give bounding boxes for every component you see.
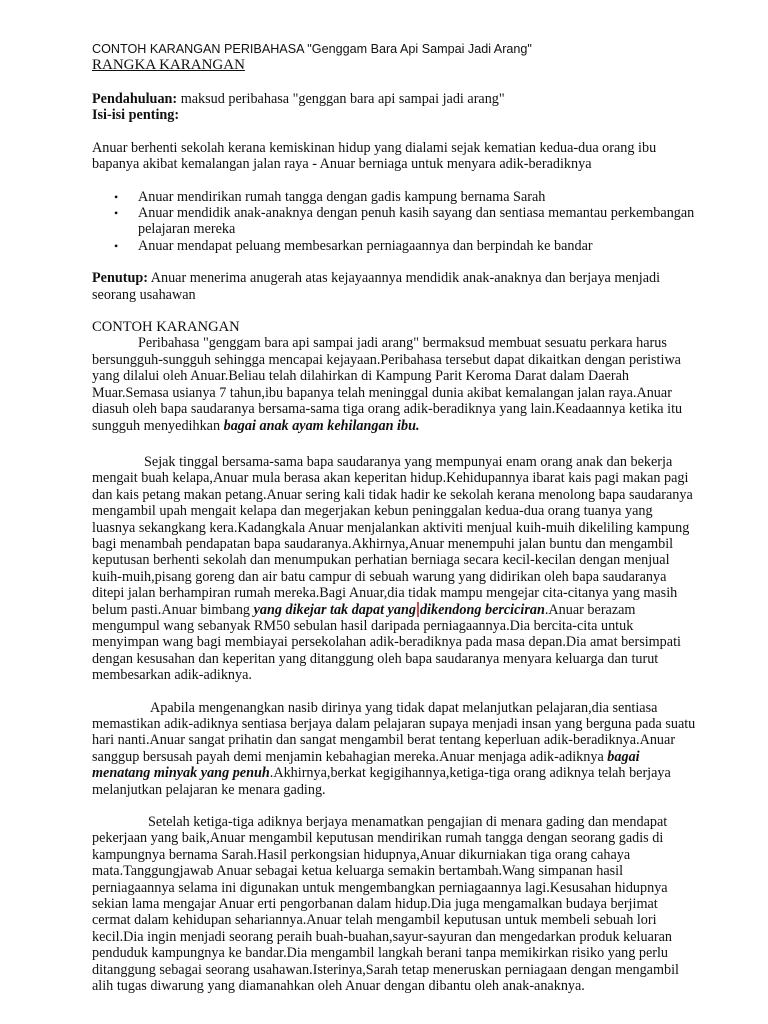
bullet-item: • Anuar mendapat peluang membesarkan perniagaannya dan berpindah ke bandar — [138, 238, 698, 254]
p2-text-2: .Anuar berazam mengumpul wang sebanyak RM50 sebulan hasil daripada perniagaannya.Dia bercita-cita untuk menyimpan wang bagi membiayai persekolahan adik-beradiknya pada masa depan.Dia amat bersimpati dengan kesusahan dan keperitan yang ditanggung oleh bapa saudaranya menyara keluarga dan turut membesarkan adik-adiknya. — [92, 601, 681, 684]
document-top-title: CONTOH KARANGAN PERIBAHASA "Genggam Bara Api Sampai Jadi Arang" — [92, 42, 532, 56]
p2-text: Sejak tinggal bersama-sama bapa saudaranya yang mempunyai enam orang anak dan bekerja mengait buah kelapa,Anuar mula berasa akan keperitan hidup.Kehidupannya ibarat kais pagi makan pagi dan kais petang makan petang.Anuar sering kali tidak hadir ke sekolah kerana menolong bapa saudaranya mengambil upah mengait kelapa dan megerjakan kebun peninggalan kedua-dua orang tuanya yang luasnya sekangkang kera.Kadangkala Anuar menjalankan aktiviti menjual kuih-muih dikeliling kampung bagi menambah pendapatan bapa saudaranya.Akhirnya,Anuar menempuhi jalan buntu dan mengambil keputusan berhenti sekolah dan menumpukan perhatian berniaga secara kecil-kecilan dengan menjual kuih-muih,pisang goreng dan air batu campur di sebuah warung yang didirikan oleh bapa saudaranya ditepi jalan berhampiran rumah mereka.Bagi Anuar,dia tidak mampu mengejar cita-citanya yang masih belum pasti.Anuar bimbang — [92, 453, 693, 618]
bullet-item: • Anuar mendidik anak-anaknya dengan penuh kasih sayang dan sentiasa memantau perkembangan pelajaran mereka — [138, 205, 698, 238]
essay-paragraph-3 — [92, 700, 698, 798]
isi-paragraph: Anuar berhenti sekolah kerana kemiskinan hidup yang dialami sejak kematian kedua-dua orang ibu bapanya akibat kemalangan jalan raya - Anuar berniaga untuk menyara adik-beradiknya — [92, 139, 657, 173]
pendahuluan-label: Pendahuluan: — [92, 91, 178, 107]
pendahuluan-line — [92, 91, 698, 107]
p3-text: Apabila mengenangkan nasib dirinya yang tidak dapat melanjutkan pelajaran,dia sentiasa memastikan adik-adiknya sentiasa berjaya dalam pelajaran supaya menjadi insan yang berguna pada suatu hari nanti.Anuar sangat prihatin dan sangat mengambil berat tentang keperluan adik-beradiknya.Anuar sanggup bersusah payah demi menjamin kebahagian mereka.Anuar menjaga adik-adiknya — [92, 699, 696, 765]
p3-text-2: .Akhirnya,berkat kegigihannya,ketiga-tiga orang adiknya telah berjaya melanjutkan pelajaran ke menara gading. — [92, 765, 671, 798]
bullet-item: • Anuar mendirikan rumah tangga dengan gadis kampung bernama Sarah — [138, 189, 698, 205]
essay-paragraph-4: Setelah ketiga-tiga adiknya berjaya menamatkan pengajian di menara gading dan mendapat pekerjaan yang baik,Anuar mengambil keputusan mendirikan rumah tangga dengan seorang gadis di kampungnya bernama Sarah.Hasil perkongsian hidupnya,Anuar dikurniakan tiga orang cahaya mata.Tanggungjawab Anuar sebagai ketua keluarga semakin bertambah.Wang simpanan hasil perniagaannya selama ini digunakan untuk mengembangkan perniagaannya lagi.Kesusahan hidupnya sekian lama mengajar Anuar erti pengorbanan dalam hidup.Dia juga mengamalkan budaya berjimat cermat dalam kehidupan sehariannya.Anuar telah mengambil keputusan untuk membeli sebuah lori kecil.Dia ingin menjadi seorang peraih buah-buahan,sayur-sayuran dan mengedarkan produk keluaran penduduk kampungnya ke bandar.Dia mengambil langkah berani tanpa memikirkan risiko yang perlu ditanggung sebagai seorang usahawan.Isterinya,Sarah tetap meneruskan perniagaan dengan mengambil alih tugas diwarung yang diamanahkan oleh Anuar dengan dibantu oleh anak-anaknya. — [92, 814, 679, 995]
isi-bullet-list — [92, 189, 698, 255]
p1-text: Peribahasa "genggam bara api sampai jadi arang" bermaksud membuat sesuatu perkara harus bersungguh-sungguh sehingga mencapai kejayaan.Peribahasa tersebut dapat dikaitkan dengan peristiwa yang dilalui oleh Anuar.Beliau telah dilahirkan di Kampung Parit Keroma Darat dalam Daerah Muar.Semasa usianya 7 tahun,ibu bapanya telah meninggal dunia akibat kemalangan jalan raya.Anuar diasuh oleh bapa saudaranya bersama-sama tiga orang adik-beradiknya yang lain.Keadaannya ketika itu sungguh menyedihkan — [92, 335, 683, 434]
p2-peribahasa-part2: dikendong berciciran — [419, 601, 545, 618]
isi-heading: Isi-isi penting: — [92, 107, 180, 124]
essay-paragraph-2 — [92, 454, 698, 684]
p1-peribahasa: bagai anak ayam kehilangan ibu. — [223, 417, 420, 434]
contoh-karangan-heading: CONTOH KARANGAN — [92, 319, 240, 336]
penutup-line — [92, 270, 698, 303]
rangka-heading: RANGKA KARANGAN — [92, 57, 245, 73]
essay-paragraph-1 — [92, 335, 698, 433]
p2-peribahasa-part1: yang dikejar tak dapat yang — [253, 601, 416, 618]
penutup-text: Anuar menerima anugerah atas kejayaannya mendidik anak-anaknya dan berjaya menjadi seorang usahawan — [92, 270, 661, 303]
penutup-label: Penutup: — [92, 270, 148, 287]
p3-peribahasa: bagai menatang minyak yang penuh — [92, 748, 640, 782]
pendahuluan-text: maksud peribahasa "genggan bara api sampai jadi arang" — [177, 91, 505, 107]
text-cursor — [417, 602, 419, 617]
